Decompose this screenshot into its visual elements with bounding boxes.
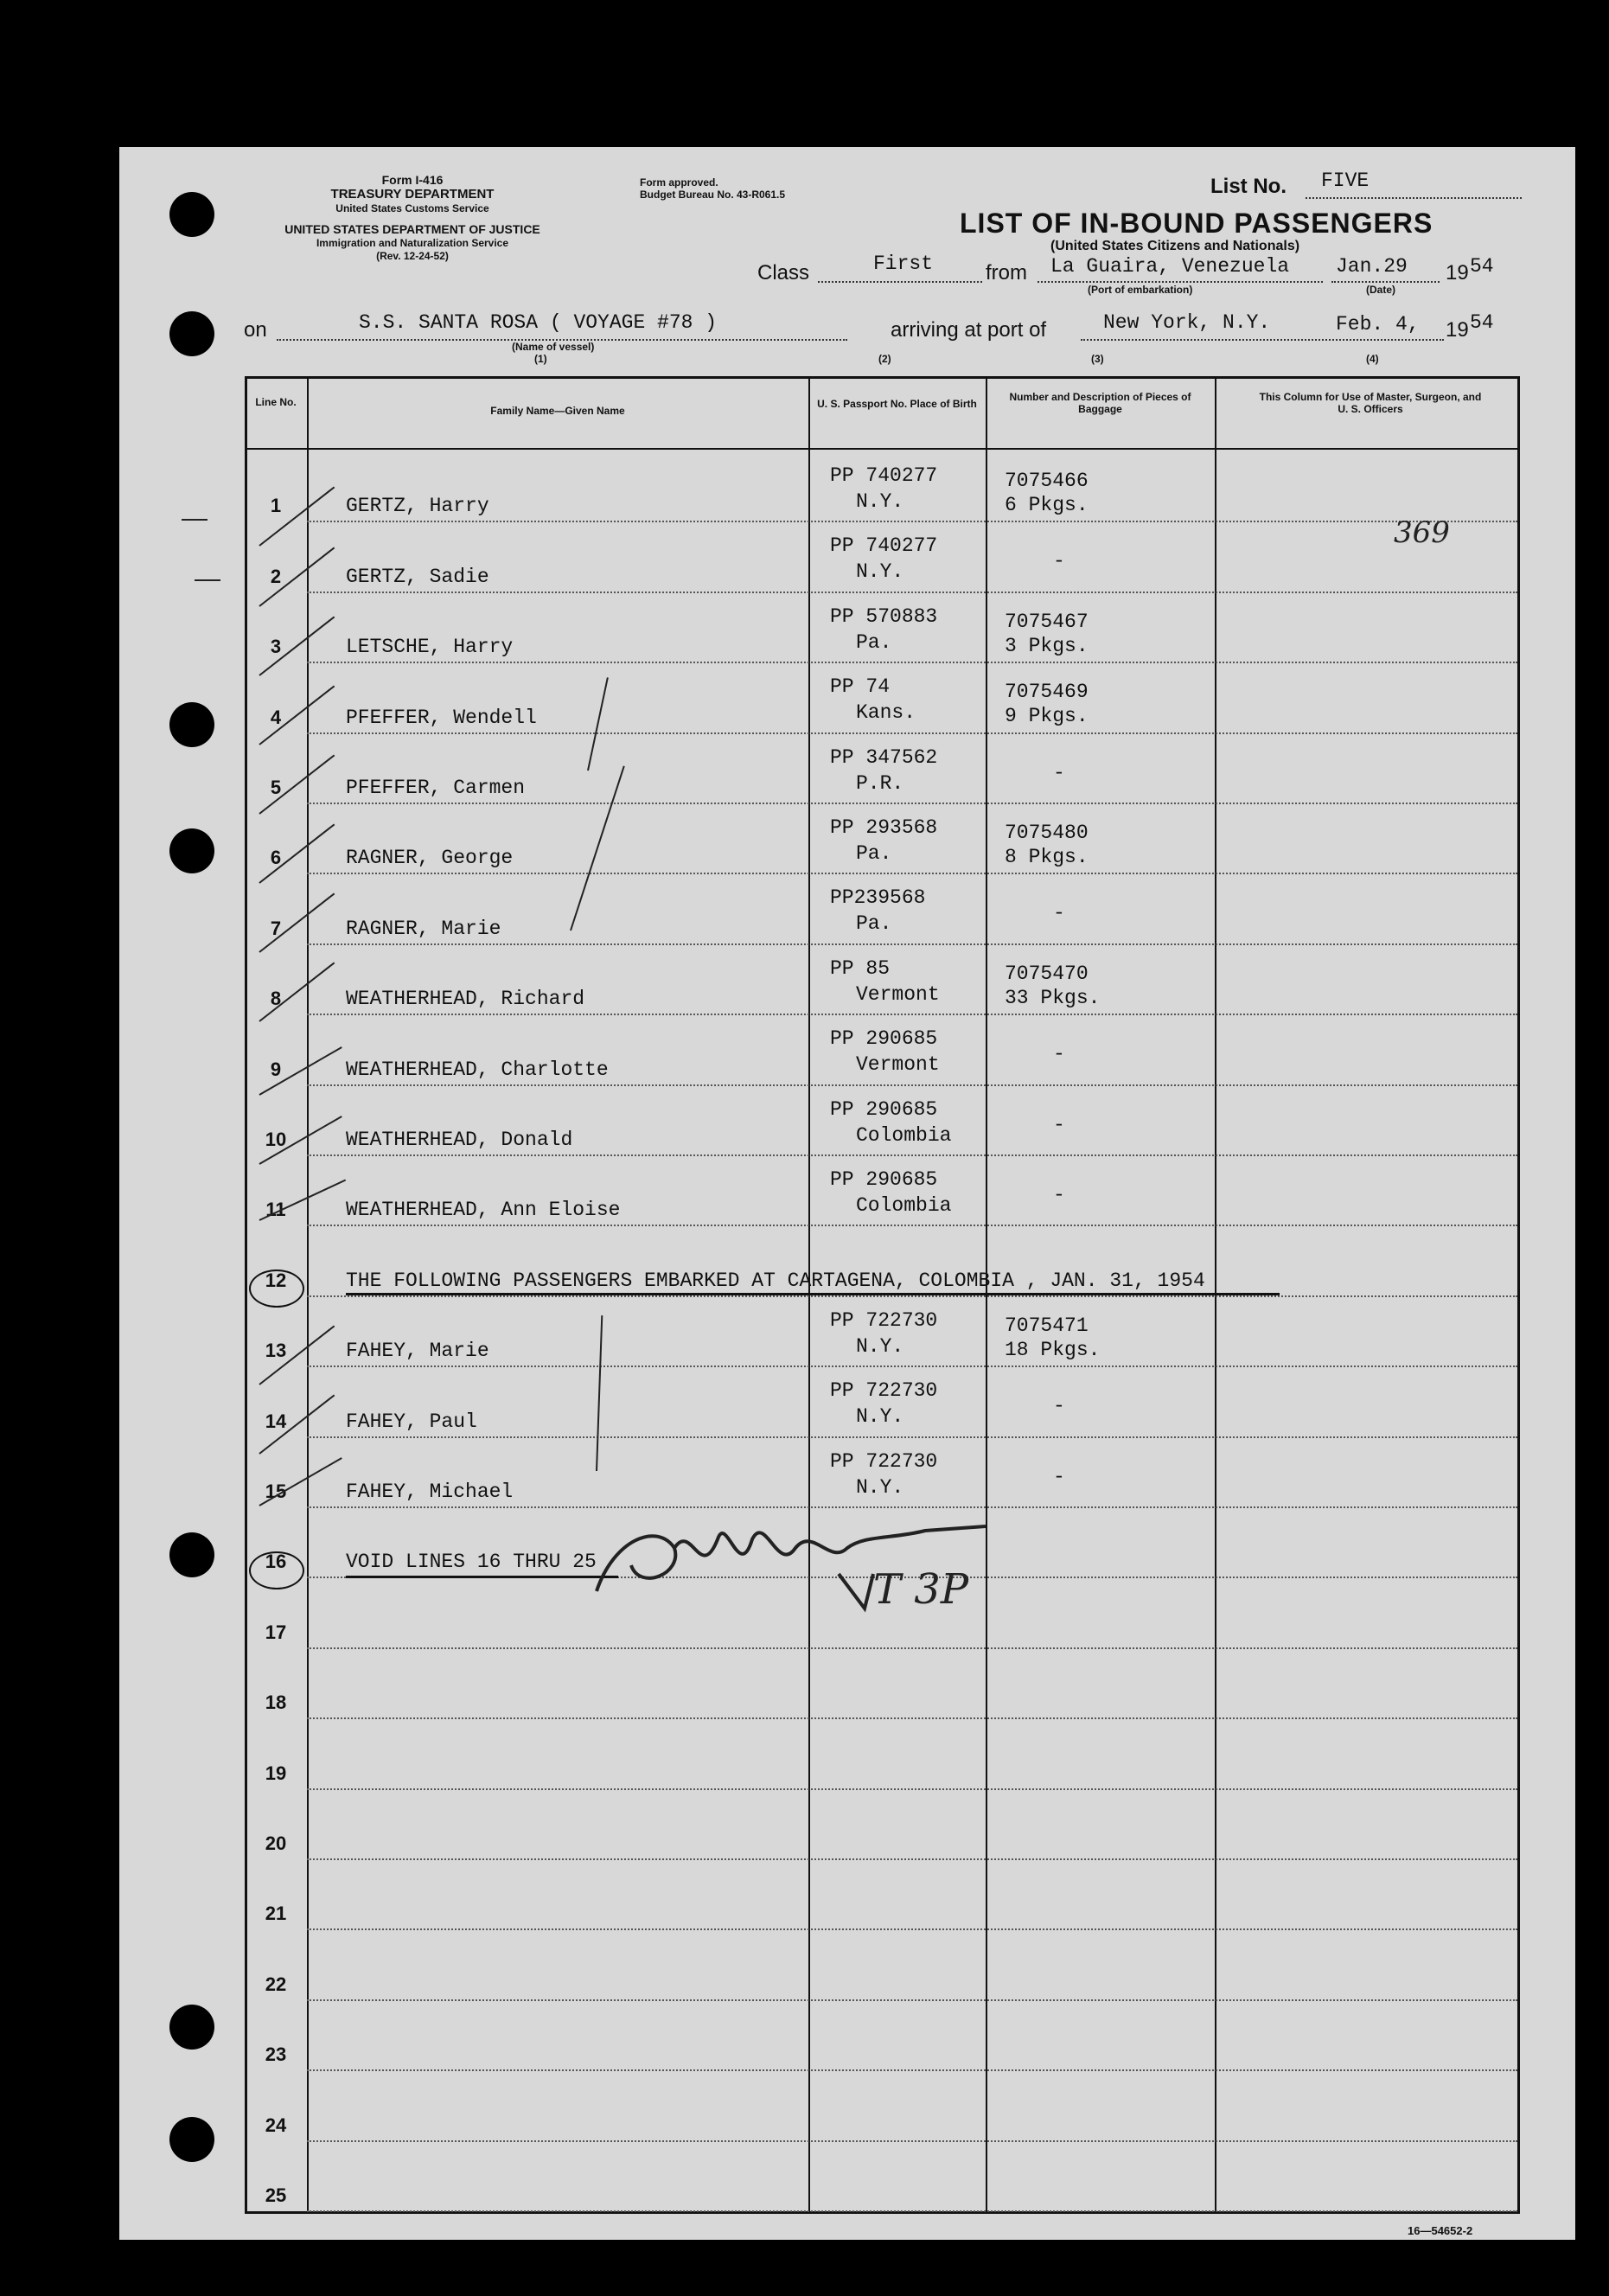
- officer-number: 369: [1394, 515, 1450, 550]
- baggage-description: 33 Pkgs.: [1005, 986, 1101, 1009]
- row-rule: [307, 662, 1517, 663]
- header-divider: [245, 448, 1520, 450]
- line-number: 7: [270, 917, 282, 939]
- form-approved: Form approved.: [640, 176, 718, 189]
- departure-date: Jan.29: [1336, 255, 1408, 278]
- justice-dept: UNITED STATES DEPARTMENT OF JUSTICE: [284, 222, 540, 236]
- place-of-birth: N.Y.: [856, 1475, 904, 1499]
- arrival-date: Feb. 4,: [1336, 313, 1420, 336]
- line-number: 24: [265, 2114, 287, 2136]
- row-rule: [307, 873, 1517, 874]
- passenger-name: GERTZ, Harry: [346, 495, 489, 518]
- budget-bureau: Budget Bureau No. 43-R061.5: [640, 189, 786, 201]
- arriving-label: arriving at port of: [891, 318, 1047, 342]
- row-rule: [307, 803, 1517, 804]
- row-rule: [307, 1154, 1517, 1156]
- document-subtitle: (United States Citizens and Nationals): [1050, 239, 1300, 253]
- passport-number: PP 570883: [830, 604, 938, 628]
- class-label: Class: [757, 261, 810, 285]
- passport-number: PP 85: [830, 956, 891, 980]
- passport-number: PP 722730: [830, 1379, 938, 1403]
- line-number: 13: [265, 1340, 287, 1362]
- col-header-officers: This Column for Use of Master, Surgeon, and U. S. Officers: [1259, 391, 1482, 415]
- place-of-birth: N.Y.: [856, 560, 904, 584]
- line-number: 16: [265, 1551, 287, 1573]
- margin-tick: [182, 519, 208, 521]
- place-of-birth: Colombia: [856, 1194, 952, 1217]
- binder-hole: [169, 2117, 214, 2162]
- col-header-passport: U. S. Passport No. Place of Birth: [817, 398, 977, 410]
- col-header-line: Line No.: [255, 396, 297, 408]
- passport-number: PP 347562: [830, 745, 938, 769]
- passenger-name: WEATHERHEAD, Richard: [346, 988, 585, 1011]
- baggage-description: 9 Pkgs.: [1005, 705, 1089, 728]
- passport-number: PP 290685: [830, 1168, 938, 1191]
- print-code: 16—54652-2: [1408, 2224, 1473, 2237]
- vessel-name: S.S. SANTA ROSA ( VOYAGE #78 ): [359, 311, 718, 334]
- line-number: 1: [270, 495, 282, 517]
- col-marker-1: (1): [534, 353, 547, 365]
- passport-number: PP 722730: [830, 1308, 938, 1332]
- list-no-value: FIVE: [1321, 169, 1370, 192]
- line-number: 19: [265, 1762, 287, 1784]
- customs-service: United States Customs Service: [335, 202, 489, 214]
- list-no-line: [1306, 197, 1522, 199]
- year-prefix: 19: [1446, 261, 1469, 285]
- line-number: 10: [265, 1129, 287, 1150]
- binder-hole: [169, 2005, 214, 2050]
- row-rule: [307, 2140, 1517, 2142]
- line-number: 2: [270, 565, 282, 587]
- row-rule: [307, 1788, 1517, 1790]
- line-number: 3: [270, 636, 282, 658]
- margin-tick: [195, 579, 220, 581]
- col-marker-2: (2): [878, 353, 891, 365]
- col-header-baggage: Number and Description of Pieces of Baggage: [1009, 391, 1191, 415]
- row-rule: [307, 1295, 1517, 1297]
- line-number: 21: [265, 1903, 287, 1925]
- arrival-year: 54: [1470, 311, 1494, 334]
- baggage-number: -: [1053, 1113, 1065, 1136]
- baggage-number: 7075470: [1005, 962, 1089, 985]
- line-number: 25: [265, 2184, 287, 2206]
- passenger-name: GERTZ, Sadie: [346, 565, 489, 588]
- class-line: [818, 281, 982, 283]
- passport-number: PP 740277: [830, 534, 938, 558]
- port-line: [1081, 339, 1444, 341]
- line-number: 12: [265, 1269, 287, 1291]
- passenger-name: RAGNER, Marie: [346, 917, 501, 940]
- treasury-dept: TREASURY DEPARTMENT: [330, 187, 495, 201]
- baggage-description: 6 Pkgs.: [1005, 494, 1089, 516]
- passenger-name: WEATHERHEAD, Charlotte: [346, 1058, 609, 1081]
- row-rule: [307, 1999, 1517, 2001]
- line-number: 8: [270, 988, 282, 1010]
- from-label: from: [986, 261, 1027, 285]
- passport-number: PP 722730: [830, 1449, 938, 1473]
- officer-signature: [579, 1487, 1063, 1643]
- row-rule: [307, 1084, 1517, 1086]
- binder-hole: [169, 828, 214, 873]
- col-marker-4: (4): [1366, 353, 1379, 365]
- passport-number: PP 293568: [830, 816, 938, 839]
- document-title: LIST OF IN-BOUND PASSENGERS: [960, 208, 1433, 239]
- binder-hole: [169, 311, 214, 356]
- passenger-name: WEATHERHEAD, Donald: [346, 1129, 573, 1151]
- baggage-number: 7075469: [1005, 681, 1089, 704]
- row-rule: [307, 1647, 1517, 1649]
- row-rule: [307, 732, 1517, 734]
- ins-service: Immigration and Naturalization Service: [316, 237, 509, 249]
- row-rule: [307, 2210, 1517, 2212]
- line-number: 17: [265, 1621, 287, 1643]
- row-rule: [307, 592, 1517, 593]
- passenger-name: LETSCHE, Harry: [346, 636, 514, 659]
- row-rule: [307, 1014, 1517, 1015]
- baggage-number: 7075466: [1005, 470, 1089, 492]
- place-of-birth: Pa.: [856, 912, 892, 936]
- void-note-underline: [346, 1576, 618, 1578]
- row-rule: [307, 1365, 1517, 1367]
- circle-mark-line-12: [249, 1270, 304, 1308]
- year-prefix-arrival: 19: [1446, 318, 1469, 342]
- row-rule: [307, 1928, 1517, 1930]
- passenger-name: RAGNER, George: [346, 847, 514, 870]
- place-of-birth: Pa.: [856, 630, 892, 654]
- place-of-birth: N.Y.: [856, 1334, 904, 1358]
- from-line: [1038, 281, 1323, 283]
- passenger-name: THE FOLLOWING PASSENGERS EMBARKED AT CARTAGENA, COLOMBIA , JAN. 31, 1954: [346, 1269, 1205, 1292]
- row-rule: [307, 1717, 1517, 1719]
- line-number: 11: [265, 1199, 286, 1221]
- row-rule: [307, 2069, 1517, 2071]
- baggage-number: -: [1053, 1465, 1065, 1488]
- circle-mark-line-16: [249, 1551, 304, 1589]
- place-of-birth: Kans.: [856, 701, 916, 725]
- line-number: 5: [270, 777, 282, 798]
- baggage-number: -: [1053, 902, 1065, 925]
- line-number: 14: [265, 1410, 287, 1432]
- passenger-name: PFEFFER, Wendell: [346, 706, 537, 729]
- place-of-birth: P.R.: [856, 771, 904, 795]
- line-number: 9: [270, 1058, 282, 1080]
- passenger-name: FAHEY, Marie: [346, 1340, 489, 1363]
- from-value: La Guaira, Venezuela: [1050, 255, 1290, 278]
- class-value: First: [873, 253, 934, 275]
- baggage-description: 18 Pkgs.: [1005, 1338, 1101, 1361]
- passenger-name: PFEFFER, Carmen: [346, 777, 526, 799]
- line-number: 6: [270, 847, 282, 869]
- place-of-birth: Colombia: [856, 1123, 952, 1147]
- vessel-caption: (Name of vessel): [512, 341, 595, 353]
- baggage-number: -: [1053, 1184, 1065, 1206]
- place-of-birth: Vermont: [856, 982, 940, 1006]
- passport-number: PP 290685: [830, 1097, 938, 1121]
- passport-number: PP239568: [830, 886, 926, 910]
- baggage-number: 7075467: [1005, 610, 1089, 633]
- place-of-birth: Pa.: [856, 842, 892, 865]
- date-line: [1331, 281, 1440, 283]
- on-label: on: [244, 318, 267, 342]
- passenger-name: WEATHERHEAD, Ann Eloise: [346, 1199, 621, 1222]
- baggage-description: 3 Pkgs.: [1005, 634, 1089, 657]
- line-number: 4: [270, 706, 282, 728]
- form-number: Form I-416: [381, 173, 444, 187]
- initials: T 3P: [873, 1565, 969, 1614]
- row-rule: [307, 521, 1517, 522]
- baggage-number: -: [1053, 1395, 1065, 1418]
- line-number: 23: [265, 2043, 287, 2066]
- row-rule: [307, 943, 1517, 945]
- binder-hole: [169, 192, 214, 237]
- row-rule: [307, 1858, 1517, 1860]
- list-no-label: List No.: [1210, 175, 1287, 198]
- arrival-port: New York, N.Y.: [1103, 311, 1271, 334]
- binder-hole: [169, 1532, 214, 1577]
- binder-hole: [169, 702, 214, 747]
- departure-year: 54: [1470, 255, 1494, 278]
- passenger-name: FAHEY, Paul: [346, 1410, 477, 1433]
- baggage-number: -: [1053, 550, 1065, 573]
- line-number: 15: [265, 1481, 287, 1502]
- line-number: 20: [265, 1832, 287, 1854]
- revision: (Rev. 12-24-52): [376, 250, 449, 262]
- row-rule: [307, 1436, 1517, 1438]
- col-header-name: Family Name—Given Name: [490, 405, 625, 417]
- passenger-name: VOID LINES 16 THRU 25: [346, 1551, 597, 1574]
- line-number: 22: [265, 1973, 287, 1995]
- embark-caption: (Port of embarkation): [1088, 284, 1193, 296]
- date-caption: (Date): [1366, 284, 1396, 296]
- line-number: 18: [265, 1692, 287, 1714]
- place-of-birth: Vermont: [856, 1053, 940, 1077]
- passport-number: PP 290685: [830, 1027, 938, 1051]
- baggage-number: -: [1053, 761, 1065, 784]
- passport-number: PP 740277: [830, 464, 938, 487]
- baggage-number: 7075480: [1005, 822, 1089, 844]
- place-of-birth: N.Y.: [856, 490, 904, 513]
- baggage-description: 8 Pkgs.: [1005, 846, 1089, 868]
- row-rule: [307, 1225, 1517, 1226]
- embark-note-underline: [346, 1293, 1280, 1295]
- passport-number: PP 74: [830, 675, 891, 699]
- baggage-number: -: [1053, 1043, 1065, 1066]
- baggage-number: 7075471: [1005, 1314, 1089, 1337]
- col-marker-3: (3): [1091, 353, 1104, 365]
- passenger-name: FAHEY, Michael: [346, 1481, 514, 1503]
- place-of-birth: N.Y.: [856, 1405, 904, 1429]
